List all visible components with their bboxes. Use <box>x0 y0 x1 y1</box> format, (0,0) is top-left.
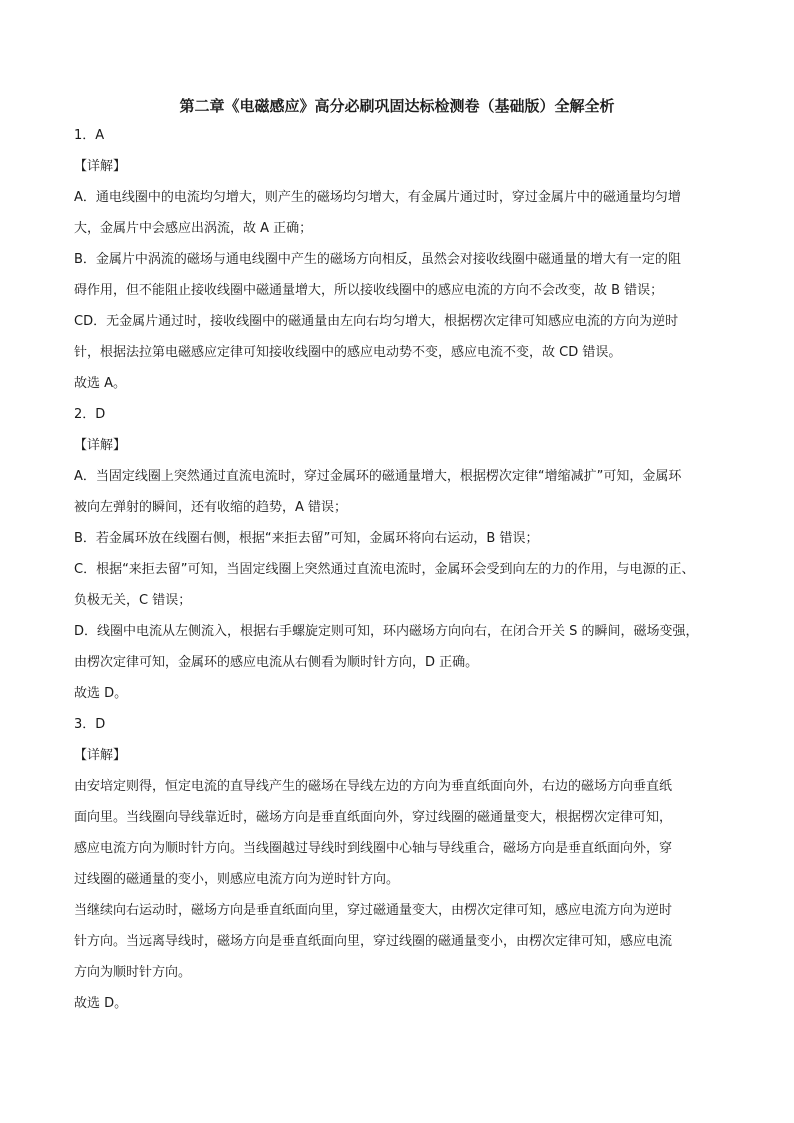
question-2-conclusion: 故选 D。 <box>74 686 128 701</box>
document-body <box>74 120 724 1019</box>
question-3-answer: 3．D <box>74 717 106 732</box>
question-1-conclusion: 故选 A。 <box>74 376 127 391</box>
question-3-line-3: 感应电流方向为顺时针方向。当线圈越过导线时到线圈中心轴与导线重合，磁场方向是垂直纸面向外，穿 <box>74 841 673 856</box>
question-1-answer: 1．A <box>74 128 105 143</box>
question-3-line-6: 针方向。当远离导线时，磁场方向是垂直纸面向里，穿过线圈的磁通量变小，由楞次定律可知，感应电流 <box>74 934 673 949</box>
question-1-line-6: 针，根据法拉第电磁感应定律可知接收线圈中的感应电动势不变，感应电流不变，故 CD 错误。 <box>74 345 622 360</box>
question-3-line-5: 当继续向右运动时，磁场方向是垂直纸面向里，穿过磁通量变大，由楞次定律可知，感应电流方向为逆时 <box>74 903 673 918</box>
question-1-line-4: 碍作用，但不能阻止接收线圈中磁通量增大，所以接收线圈中的感应电流的方向不会改变，故 B 错误； <box>74 283 664 298</box>
question-2-line-2: 被向左弹射的瞬间，还有收缩的趋势，A 错误； <box>74 500 348 515</box>
question-3-conclusion: 故选 D。 <box>74 996 128 1011</box>
question-2-line-6: D．线圈中电流从左侧流入，根据右手螺旋定则可知，环内磁场方向向右，在闭合开关 S 的瞬间，磁场变强， <box>74 624 699 639</box>
question-3-line-2: 面向里。当线圈向导线靠近时，磁场方向是垂直纸面向外，穿过线圈的磁通量变大，根据楞次定律可知， <box>74 810 673 825</box>
question-1-line-3: B．金属片中涡流的磁场与通电线圈中产生的磁场方向相反，虽然会对接收线圈中磁通量的增大有一定的阻 <box>74 252 681 267</box>
question-2-line-1: A．当固定线圈上突然通过直流电流时，穿过金属环的磁通量增大，根据楞次定律“增缩减扩”可知，金属环 <box>74 469 682 484</box>
question-2-line-4: C．根据“来拒去留”可知，当固定线圈上突然通过直流电流时，金属环会受到向左的力的作用，与电源的正、 <box>74 562 695 577</box>
question-2-detail-label: 【详解】 <box>74 438 127 453</box>
question-3-line-7: 方向为顺时针方向。 <box>74 965 192 980</box>
question-2-answer: 2．D <box>74 407 106 422</box>
question-2-line-5: 负极无关，C 错误； <box>74 593 192 608</box>
question-1-line-2: 大，金属片中会感应出涡流，故 A 正确； <box>74 221 313 236</box>
question-1-line-5: CD．无金属片通过时，接收线圈中的磁通量由左向右均匀增大，根据楞次定律可知感应电流的方向为逆时 <box>74 314 679 329</box>
question-1-detail-label: 【详解】 <box>74 159 127 174</box>
document-title: 第二章《电磁感应》高分必刷巩固达标检测卷（基础版）全解全析 <box>179 97 615 115</box>
question-2-line-3: B．若金属环放在线圈右侧，根据“来拒去留”可知，金属环将向右运动，B 错误； <box>74 531 539 546</box>
question-3-line-4: 过线圈的磁通量的变小，则感应电流方向为逆时针方向。 <box>74 872 400 887</box>
question-3-line-1: 由安培定则得，恒定电流的直导线产生的磁场在导线左边的方向为垂直纸面向外，右边的磁场方向垂直纸 <box>74 779 673 794</box>
question-1-line-1: A．通电线圈中的电流均匀增大，则产生的磁场均匀增大，有金属片通过时，穿过金属片中的磁通量均匀增 <box>74 190 681 205</box>
question-2-line-7: 由楞次定律可知，金属环的感应电流从右侧看为顺时针方向，D 正确。 <box>74 655 479 670</box>
question-3-detail-label: 【详解】 <box>74 748 127 763</box>
